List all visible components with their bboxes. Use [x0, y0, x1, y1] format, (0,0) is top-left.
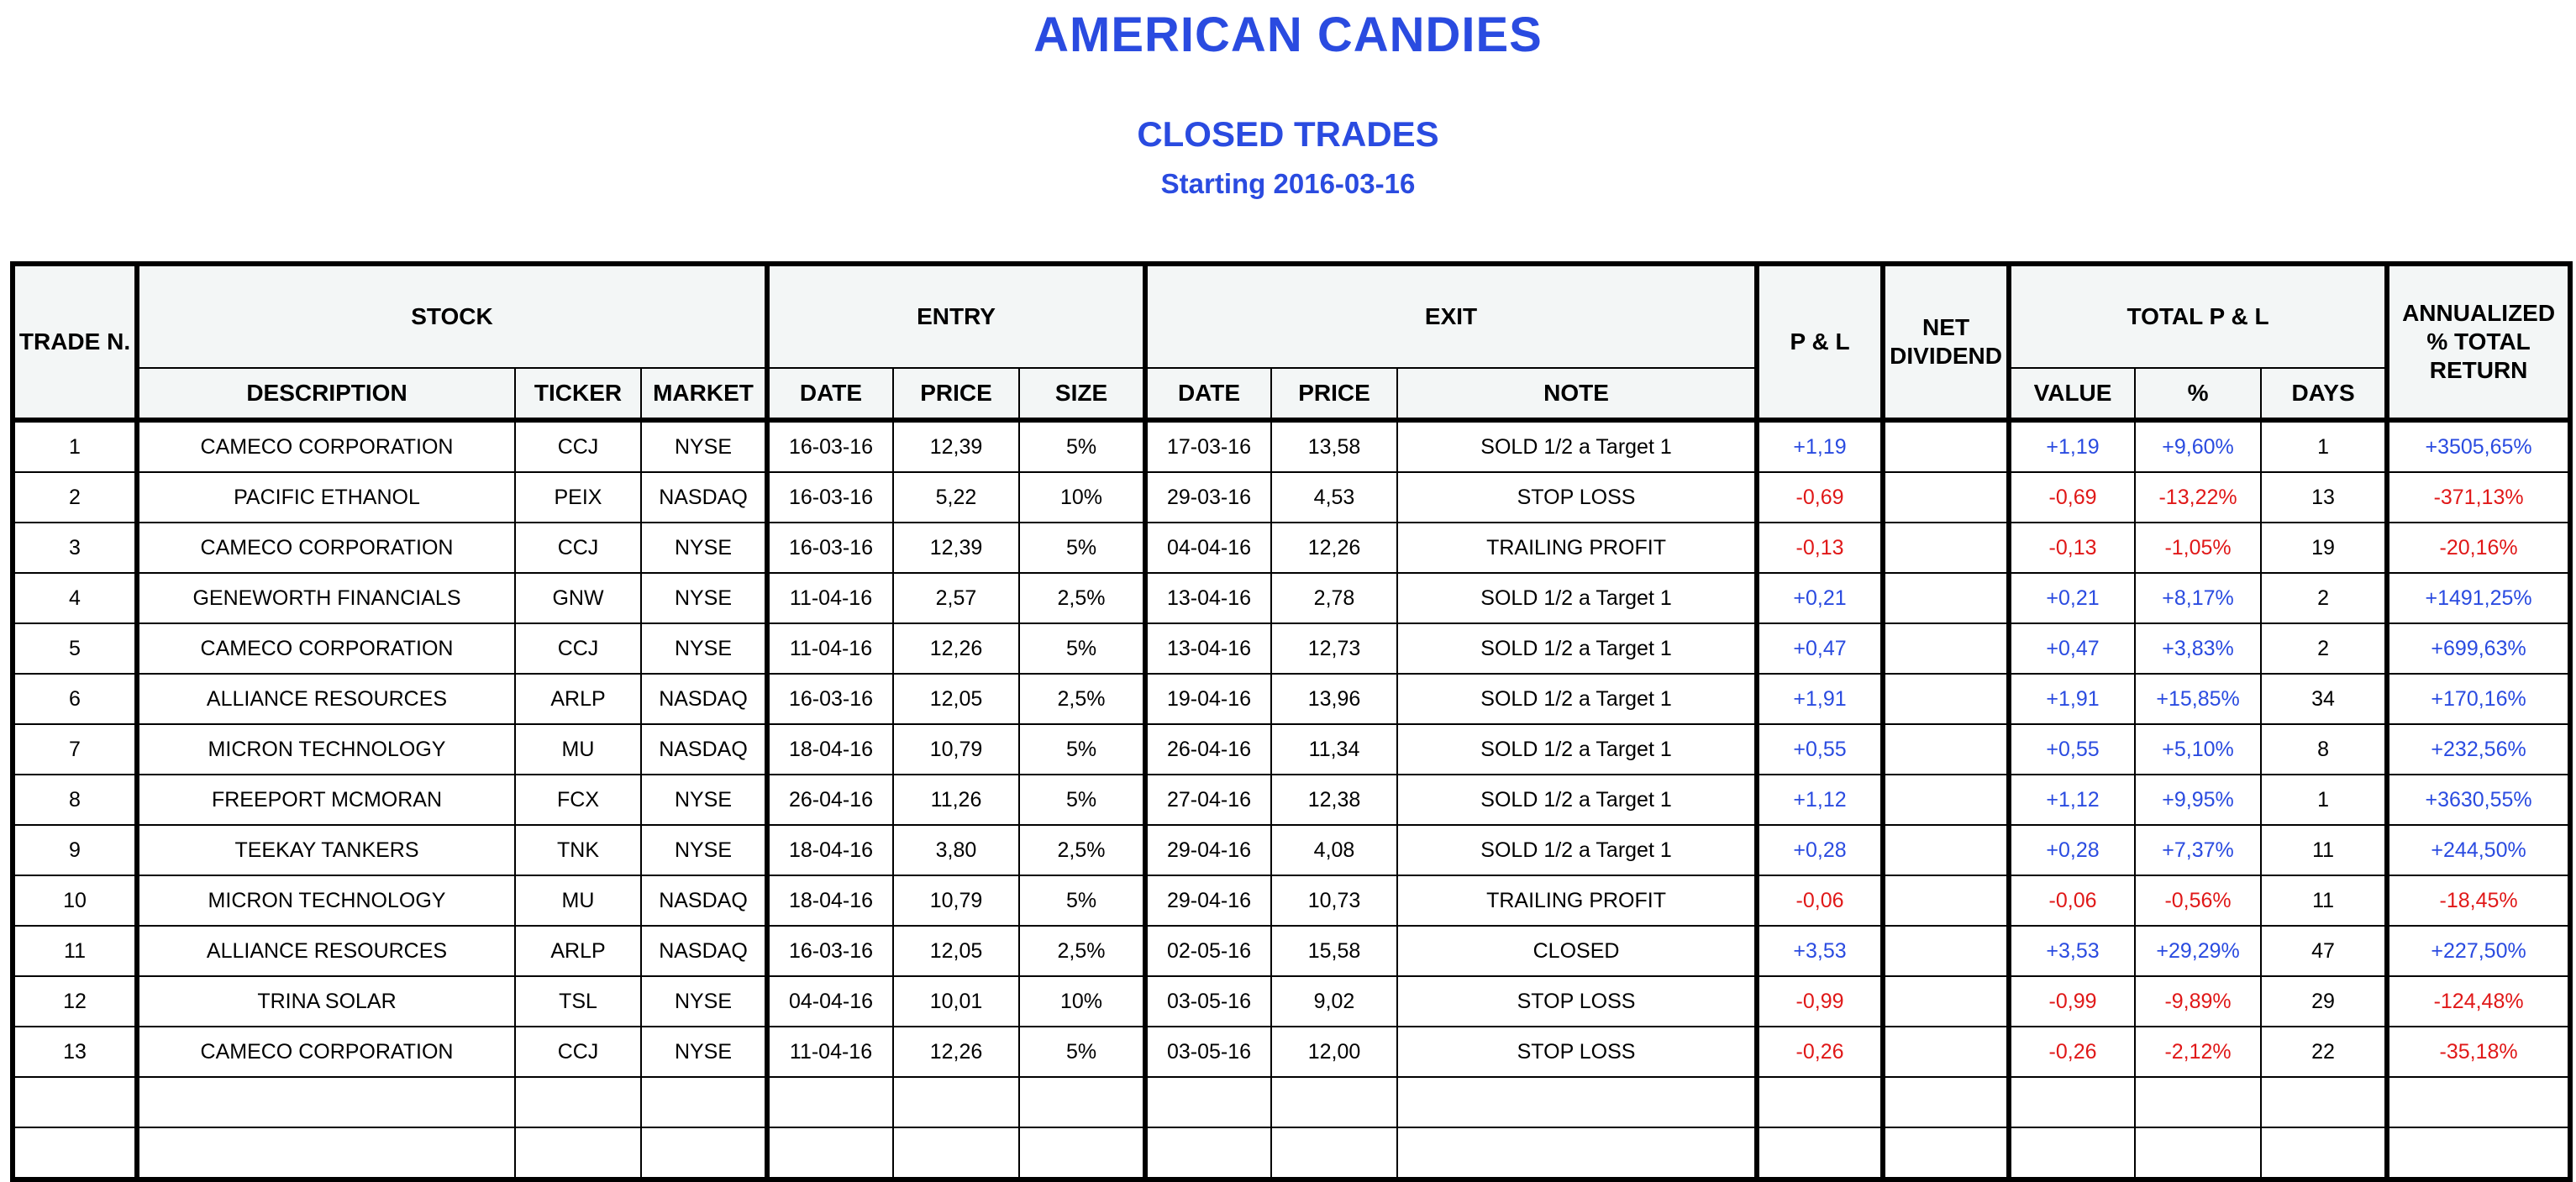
cell-entry-date: 16-03-16: [767, 674, 893, 724]
cell-entry-date: [767, 1077, 893, 1127]
cell-trade-n: 10: [13, 875, 137, 926]
cell-net-dividend: [1883, 472, 2009, 523]
cell-size: 10%: [1019, 472, 1145, 523]
cell-note: SOLD 1/2 a Target 1: [1397, 573, 1757, 623]
table-row: [13, 976, 2570, 1027]
cell-description: CAMECO CORPORATION: [137, 1027, 515, 1077]
cell-market: [641, 1077, 767, 1127]
cell-trade-n: [13, 1127, 137, 1179]
table-row: [13, 825, 2570, 875]
cell-size: 5%: [1019, 724, 1145, 775]
cell-percent: +9,95%: [2135, 775, 2261, 825]
cell-size: 2,5%: [1019, 825, 1145, 875]
cell-note: SOLD 1/2 a Target 1: [1397, 420, 1757, 472]
header-ticker: TICKER: [515, 368, 641, 420]
cell-ticker: MU: [515, 875, 641, 926]
cell-exit-price: 9,02: [1271, 976, 1397, 1027]
header-exit-price: PRICE: [1271, 368, 1397, 420]
cell-pl: +3,53: [1757, 926, 1883, 976]
cell-pl: +0,47: [1757, 623, 1883, 674]
cell-pl: -0,06: [1757, 875, 1883, 926]
cell-entry-price: 12,26: [893, 1027, 1019, 1077]
cell-days: 22: [2261, 1027, 2387, 1077]
cell-net-dividend: [1883, 1127, 2009, 1179]
cell-entry-price: 5,22: [893, 472, 1019, 523]
header-net-dividend: NET DIVIDEND: [1883, 264, 2009, 420]
header-value: VALUE: [2009, 368, 2135, 420]
cell-description: CAMECO CORPORATION: [137, 523, 515, 573]
header-exit: EXIT: [1145, 264, 1757, 368]
table-row: [13, 926, 2570, 976]
page-title: AMERICAN CANDIES: [1033, 8, 1543, 62]
cell-description: GENEWORTH FINANCIALS: [137, 573, 515, 623]
header-days: DAYS: [2261, 368, 2387, 420]
cell-entry-price: 11,26: [893, 775, 1019, 825]
cell-ticker: GNW: [515, 573, 641, 623]
cell-pl: +0,55: [1757, 724, 1883, 775]
cell-value: [2009, 1127, 2135, 1179]
cell-ticker: MU: [515, 724, 641, 775]
cell-ticker: FCX: [515, 775, 641, 825]
cell-exit-price: 13,58: [1271, 420, 1397, 472]
cell-description: FREEPORT MCMORAN: [137, 775, 515, 825]
cell-days: 19: [2261, 523, 2387, 573]
cell-trade-n: [13, 1077, 137, 1127]
cell-exit-price: 4,08: [1271, 825, 1397, 875]
cell-exit-price: 10,73: [1271, 875, 1397, 926]
table-row: [13, 472, 2570, 523]
cell-entry-date: 18-04-16: [767, 825, 893, 875]
cell-description: CAMECO CORPORATION: [137, 623, 515, 674]
cell-description: [137, 1077, 515, 1127]
cell-days: 8: [2261, 724, 2387, 775]
cell-percent: [2135, 1077, 2261, 1127]
cell-note: TRAILING PROFIT: [1397, 875, 1757, 926]
cell-days: 47: [2261, 926, 2387, 976]
table-row: [13, 573, 2570, 623]
cell-exit-date: 29-03-16: [1145, 472, 1271, 523]
cell-entry-price: 2,57: [893, 573, 1019, 623]
table-row: [13, 420, 2570, 472]
cell-net-dividend: [1883, 523, 2009, 573]
cell-trade-n: 3: [13, 523, 137, 573]
cell-days: 2: [2261, 573, 2387, 623]
cell-annualized: -18,45%: [2387, 875, 2570, 926]
cell-days: 34: [2261, 674, 2387, 724]
cell-days: 13: [2261, 472, 2387, 523]
cell-description: CAMECO CORPORATION: [137, 420, 515, 472]
cell-net-dividend: [1883, 1027, 2009, 1077]
cell-market: NASDAQ: [641, 724, 767, 775]
cell-entry-date: 04-04-16: [767, 976, 893, 1027]
cell-entry-price: 10,01: [893, 976, 1019, 1027]
table-row: [13, 1077, 2570, 1127]
cell-note: STOP LOSS: [1397, 1027, 1757, 1077]
cell-market: NASDAQ: [641, 674, 767, 724]
cell-entry-price: 12,05: [893, 674, 1019, 724]
cell-exit-price: 13,96: [1271, 674, 1397, 724]
cell-net-dividend: [1883, 623, 2009, 674]
cell-size: 2,5%: [1019, 926, 1145, 976]
cell-net-dividend: [1883, 875, 2009, 926]
header-percent: %: [2135, 368, 2261, 420]
cell-entry-date: 16-03-16: [767, 523, 893, 573]
cell-pl: +0,21: [1757, 573, 1883, 623]
cell-days: 1: [2261, 775, 2387, 825]
cell-exit-date: 13-04-16: [1145, 623, 1271, 674]
cell-note: SOLD 1/2 a Target 1: [1397, 623, 1757, 674]
cell-net-dividend: [1883, 573, 2009, 623]
cell-pl: [1757, 1127, 1883, 1179]
cell-description: TEEKAY TANKERS: [137, 825, 515, 875]
header-pl: P & L: [1757, 264, 1883, 420]
cell-entry-price: 12,39: [893, 523, 1019, 573]
cell-note: SOLD 1/2 a Target 1: [1397, 674, 1757, 724]
cell-size: 5%: [1019, 523, 1145, 573]
cell-annualized: +1491,25%: [2387, 573, 2570, 623]
table-row: [13, 775, 2570, 825]
cell-pl: -0,26: [1757, 1027, 1883, 1077]
cell-net-dividend: [1883, 1077, 2009, 1127]
cell-annualized: -124,48%: [2387, 976, 2570, 1027]
cell-size: 5%: [1019, 420, 1145, 472]
cell-pl: [1757, 1077, 1883, 1127]
cell-exit-price: [1271, 1077, 1397, 1127]
cell-exit-price: [1271, 1127, 1397, 1179]
cell-trade-n: 7: [13, 724, 137, 775]
cell-note: [1397, 1077, 1757, 1127]
cell-market: NYSE: [641, 976, 767, 1027]
header-stock: STOCK: [137, 264, 767, 368]
cell-trade-n: 6: [13, 674, 137, 724]
cell-value: -0,99: [2009, 976, 2135, 1027]
cell-ticker: ARLP: [515, 926, 641, 976]
cell-days: 2: [2261, 623, 2387, 674]
cell-trade-n: 8: [13, 775, 137, 825]
cell-percent: -0,56%: [2135, 875, 2261, 926]
cell-entry-date: 11-04-16: [767, 573, 893, 623]
cell-percent: -9,89%: [2135, 976, 2261, 1027]
cell-annualized: -20,16%: [2387, 523, 2570, 573]
cell-annualized: -35,18%: [2387, 1027, 2570, 1077]
cell-trade-n: 4: [13, 573, 137, 623]
cell-exit-price: 12,73: [1271, 623, 1397, 674]
cell-size: 5%: [1019, 775, 1145, 825]
cell-market: NYSE: [641, 1027, 767, 1077]
cell-net-dividend: [1883, 926, 2009, 976]
cell-annualized: +244,50%: [2387, 825, 2570, 875]
header-entry: ENTRY: [767, 264, 1145, 368]
cell-exit-date: 03-05-16: [1145, 976, 1271, 1027]
section-title: CLOSED TRADES: [1137, 114, 1439, 154]
cell-value: +0,47: [2009, 623, 2135, 674]
cell-exit-price: 4,53: [1271, 472, 1397, 523]
header-exit-date: DATE: [1145, 368, 1271, 420]
cell-exit-price: 11,34: [1271, 724, 1397, 775]
cell-value: -0,26: [2009, 1027, 2135, 1077]
cell-market: NASDAQ: [641, 926, 767, 976]
cell-size: [1019, 1077, 1145, 1127]
cell-pl: -0,13: [1757, 523, 1883, 573]
cell-exit-price: 12,26: [1271, 523, 1397, 573]
cell-percent: -2,12%: [2135, 1027, 2261, 1077]
table-row: [13, 623, 2570, 674]
cell-entry-date: 18-04-16: [767, 724, 893, 775]
header-entry-date: DATE: [767, 368, 893, 420]
cell-trade-n: 13: [13, 1027, 137, 1077]
cell-percent: +3,83%: [2135, 623, 2261, 674]
cell-market: [641, 1127, 767, 1179]
cell-entry-price: 12,05: [893, 926, 1019, 976]
cell-days: [2261, 1077, 2387, 1127]
cell-trade-n: 2: [13, 472, 137, 523]
cell-exit-date: 29-04-16: [1145, 825, 1271, 875]
cell-annualized: +170,16%: [2387, 674, 2570, 724]
cell-annualized: [2387, 1077, 2570, 1127]
cell-percent: +15,85%: [2135, 674, 2261, 724]
cell-days: 11: [2261, 825, 2387, 875]
cell-description: TRINA SOLAR: [137, 976, 515, 1027]
cell-percent: +7,37%: [2135, 825, 2261, 875]
cell-description: ALLIANCE RESOURCES: [137, 926, 515, 976]
cell-value: +0,28: [2009, 825, 2135, 875]
cell-exit-date: [1145, 1127, 1271, 1179]
cell-entry-date: 11-04-16: [767, 1027, 893, 1077]
cell-size: 5%: [1019, 875, 1145, 926]
cell-annualized: +3630,55%: [2387, 775, 2570, 825]
cell-annualized: [2387, 1127, 2570, 1179]
cell-days: 29: [2261, 976, 2387, 1027]
cell-net-dividend: [1883, 420, 2009, 472]
cell-exit-date: 26-04-16: [1145, 724, 1271, 775]
cell-market: NYSE: [641, 573, 767, 623]
cell-entry-price: 10,79: [893, 724, 1019, 775]
cell-entry-price: [893, 1127, 1019, 1179]
cell-percent: +5,10%: [2135, 724, 2261, 775]
cell-entry-date: 16-03-16: [767, 420, 893, 472]
cell-exit-date: 27-04-16: [1145, 775, 1271, 825]
cell-ticker: CCJ: [515, 523, 641, 573]
cell-net-dividend: [1883, 724, 2009, 775]
cell-ticker: TSL: [515, 976, 641, 1027]
cell-note: [1397, 1127, 1757, 1179]
cell-net-dividend: [1883, 976, 2009, 1027]
cell-entry-date: 16-03-16: [767, 926, 893, 976]
cell-exit-date: 29-04-16: [1145, 875, 1271, 926]
cell-annualized: +699,63%: [2387, 623, 2570, 674]
cell-size: 2,5%: [1019, 674, 1145, 724]
cell-market: NYSE: [641, 775, 767, 825]
cell-exit-date: [1145, 1077, 1271, 1127]
cell-market: NASDAQ: [641, 875, 767, 926]
cell-entry-date: 18-04-16: [767, 875, 893, 926]
cell-description: [137, 1127, 515, 1179]
cell-ticker: [515, 1077, 641, 1127]
cell-annualized: +232,56%: [2387, 724, 2570, 775]
table-row: [13, 875, 2570, 926]
cell-entry-price: 12,39: [893, 420, 1019, 472]
cell-trade-n: 9: [13, 825, 137, 875]
cell-size: 2,5%: [1019, 573, 1145, 623]
cell-percent: +29,29%: [2135, 926, 2261, 976]
cell-exit-price: 12,00: [1271, 1027, 1397, 1077]
cell-size: [1019, 1127, 1145, 1179]
table-row: [13, 1127, 2570, 1179]
cell-entry-date: 16-03-16: [767, 472, 893, 523]
cell-value: +0,55: [2009, 724, 2135, 775]
cell-exit-date: 03-05-16: [1145, 1027, 1271, 1077]
cell-pl: -0,69: [1757, 472, 1883, 523]
header-note: NOTE: [1397, 368, 1757, 420]
cell-exit-price: 12,38: [1271, 775, 1397, 825]
cell-trade-n: 1: [13, 420, 137, 472]
cell-value: -0,69: [2009, 472, 2135, 523]
cell-description: MICRON TECHNOLOGY: [137, 724, 515, 775]
header-trade-n: TRADE N.: [13, 264, 137, 420]
cell-entry-price: 3,80: [893, 825, 1019, 875]
cell-note: SOLD 1/2 a Target 1: [1397, 825, 1757, 875]
cell-ticker: CCJ: [515, 420, 641, 472]
cell-pl: -0,99: [1757, 976, 1883, 1027]
cell-value: +3,53: [2009, 926, 2135, 976]
cell-note: STOP LOSS: [1397, 472, 1757, 523]
cell-net-dividend: [1883, 674, 2009, 724]
header-total-pl: TOTAL P & L: [2009, 264, 2387, 368]
header-entry-price: PRICE: [893, 368, 1019, 420]
cell-market: NYSE: [641, 623, 767, 674]
cell-exit-date: 02-05-16: [1145, 926, 1271, 976]
cell-value: -0,13: [2009, 523, 2135, 573]
cell-exit-price: 2,78: [1271, 573, 1397, 623]
closed-trades-table: [10, 261, 2573, 1182]
cell-days: 11: [2261, 875, 2387, 926]
cell-size: 10%: [1019, 976, 1145, 1027]
cell-note: SOLD 1/2 a Target 1: [1397, 775, 1757, 825]
cell-trade-n: 12: [13, 976, 137, 1027]
cell-annualized: +3505,65%: [2387, 420, 2570, 472]
cell-annualized: -371,13%: [2387, 472, 2570, 523]
cell-entry-price: [893, 1077, 1019, 1127]
cell-trade-n: 11: [13, 926, 137, 976]
cell-exit-date: 17-03-16: [1145, 420, 1271, 472]
cell-ticker: CCJ: [515, 623, 641, 674]
cell-net-dividend: [1883, 825, 2009, 875]
trade-rows: [13, 420, 2570, 1179]
cell-percent: -13,22%: [2135, 472, 2261, 523]
cell-value: -0,06: [2009, 875, 2135, 926]
cell-days: 1: [2261, 420, 2387, 472]
cell-ticker: TNK: [515, 825, 641, 875]
cell-percent: +8,17%: [2135, 573, 2261, 623]
cell-value: +1,12: [2009, 775, 2135, 825]
cell-entry-date: [767, 1127, 893, 1179]
cell-note: TRAILING PROFIT: [1397, 523, 1757, 573]
cell-trade-n: 5: [13, 623, 137, 674]
cell-net-dividend: [1883, 775, 2009, 825]
start-date-label: Starting 2016-03-16: [1160, 168, 1416, 199]
cell-exit-price: 15,58: [1271, 926, 1397, 976]
cell-pl: +1,19: [1757, 420, 1883, 472]
cell-percent: [2135, 1127, 2261, 1179]
cell-pl: +1,91: [1757, 674, 1883, 724]
table-row: [13, 724, 2570, 775]
cell-exit-date: 13-04-16: [1145, 573, 1271, 623]
cell-value: +0,21: [2009, 573, 2135, 623]
cell-ticker: CCJ: [515, 1027, 641, 1077]
cell-entry-date: 11-04-16: [767, 623, 893, 674]
table-row: [13, 1027, 2570, 1077]
cell-ticker: PEIX: [515, 472, 641, 523]
cell-percent: -1,05%: [2135, 523, 2261, 573]
cell-ticker: [515, 1127, 641, 1179]
cell-pl: +0,28: [1757, 825, 1883, 875]
cell-annualized: +227,50%: [2387, 926, 2570, 976]
cell-entry-price: 12,26: [893, 623, 1019, 674]
cell-value: +1,91: [2009, 674, 2135, 724]
header-description: DESCRIPTION: [137, 368, 515, 420]
cell-days: [2261, 1127, 2387, 1179]
cell-value: [2009, 1077, 2135, 1127]
cell-note: SOLD 1/2 a Target 1: [1397, 724, 1757, 775]
cell-size: 5%: [1019, 623, 1145, 674]
cell-pl: +1,12: [1757, 775, 1883, 825]
cell-exit-date: 04-04-16: [1145, 523, 1271, 573]
cell-exit-date: 19-04-16: [1145, 674, 1271, 724]
header-market: MARKET: [641, 368, 767, 420]
cell-market: NYSE: [641, 523, 767, 573]
cell-description: MICRON TECHNOLOGY: [137, 875, 515, 926]
cell-note: CLOSED: [1397, 926, 1757, 976]
cell-entry-date: 26-04-16: [767, 775, 893, 825]
table-row: [13, 674, 2570, 724]
cell-market: NYSE: [641, 825, 767, 875]
header-size: SIZE: [1019, 368, 1145, 420]
header-annualized-return: ANNUALIZED % TOTAL RETURN: [2387, 264, 2570, 420]
table-row: [13, 523, 2570, 573]
cell-market: NASDAQ: [641, 472, 767, 523]
cell-description: PACIFIC ETHANOL: [137, 472, 515, 523]
cell-value: +1,19: [2009, 420, 2135, 472]
cell-percent: +9,60%: [2135, 420, 2261, 472]
cell-entry-price: 10,79: [893, 875, 1019, 926]
cell-market: NYSE: [641, 420, 767, 472]
cell-note: STOP LOSS: [1397, 976, 1757, 1027]
cell-size: 5%: [1019, 1027, 1145, 1077]
cell-description: ALLIANCE RESOURCES: [137, 674, 515, 724]
cell-ticker: ARLP: [515, 674, 641, 724]
